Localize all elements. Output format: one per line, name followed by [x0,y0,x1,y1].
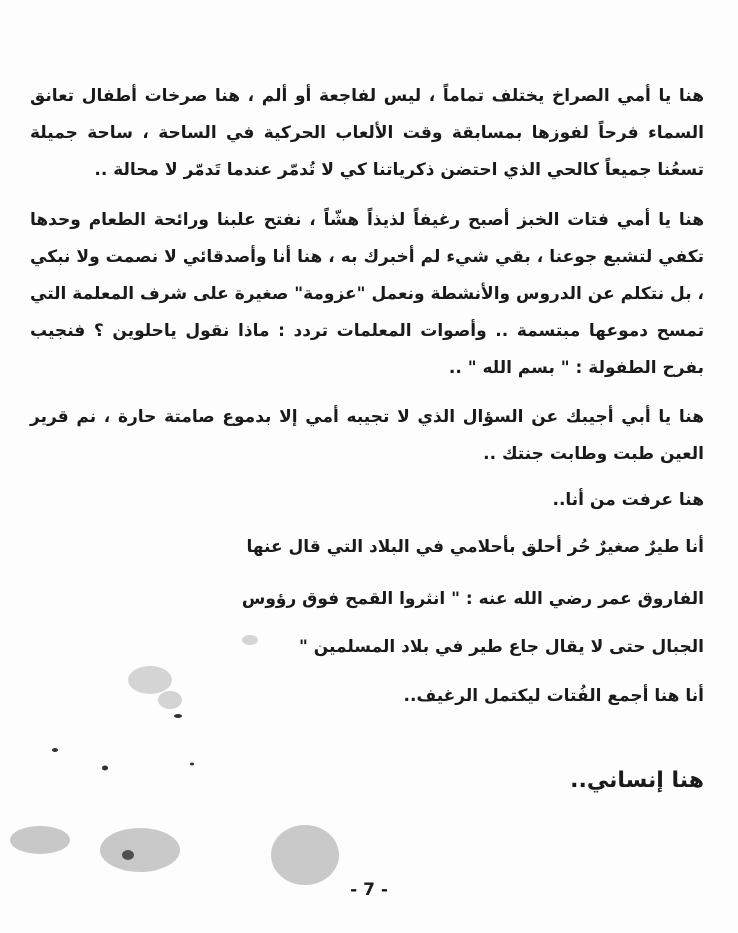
closing-heading: هنا إنساني.. [570,768,704,793]
paragraph-2 [30,202,704,387]
verse-line-4: الجبال حتى لا يقال جاع طير في بلاد المسلمين " [298,637,704,657]
verse-line-2: أنا طيرٌ صغيرٌ حُر أحلق بأحلامي في البلاد التي قال عنها [246,537,704,557]
paragraph-1 [30,78,704,189]
verse-line-5: أنا هنا أجمع الفُتات ليكتمل الرغيف.. [403,686,704,706]
page-number: - 7 - [350,880,388,900]
paragraph-text: هنا يا أبي أجيبك عن السؤال الذي لا تجيبه أمي إلا بدموع صامتة حارة ، نم قرير العين طبت وطابت جنتك .. [30,407,704,464]
paragraph-text: هنا يا أمي فتات الخبز أصبح رغيفاً لذيذاً هشّاً ، نفتح علبنا ورائحة الطعام وحدها تكفي لتشبع جوعنا ، بقي شيء لم أخبرك به ، هنا أنا وأصدقائي لا نصمت ولا نبكي ، بل نتكلم عن الدروس والأنشطة ونعمل "عزومة" صغيرة على شرف المعلمة التي تمسح دموعها مبتسمة .. وأصوات المعلمات تردد : ماذا نقول ياحلوين ؟ فنجيب بفرح الطفولة : " بسم الله " .. [30,210,704,378]
paragraph-3 [30,399,704,473]
verse-line-3: الفاروق عمر رضي الله عنه : " انثروا القمح فوق رؤوس [241,589,704,609]
paragraph-text: هنا يا أمي الصراخ يختلف تماماً ، ليس لفاجعة أو ألم ، هنا صرخات أطفال تعانق السماء فرحاً لفوزها بمسابقة وقت الألعاب الحركية في الساحة ، ساحة جميلة تسعُنا جميعاً كالحي الذي احتضن ذكرياتنا كي لا تُدمّر عندما تَدمّر لا محالة .. [30,86,704,180]
verse-line-1: هنا عرفت من أنا.. [552,490,704,510]
